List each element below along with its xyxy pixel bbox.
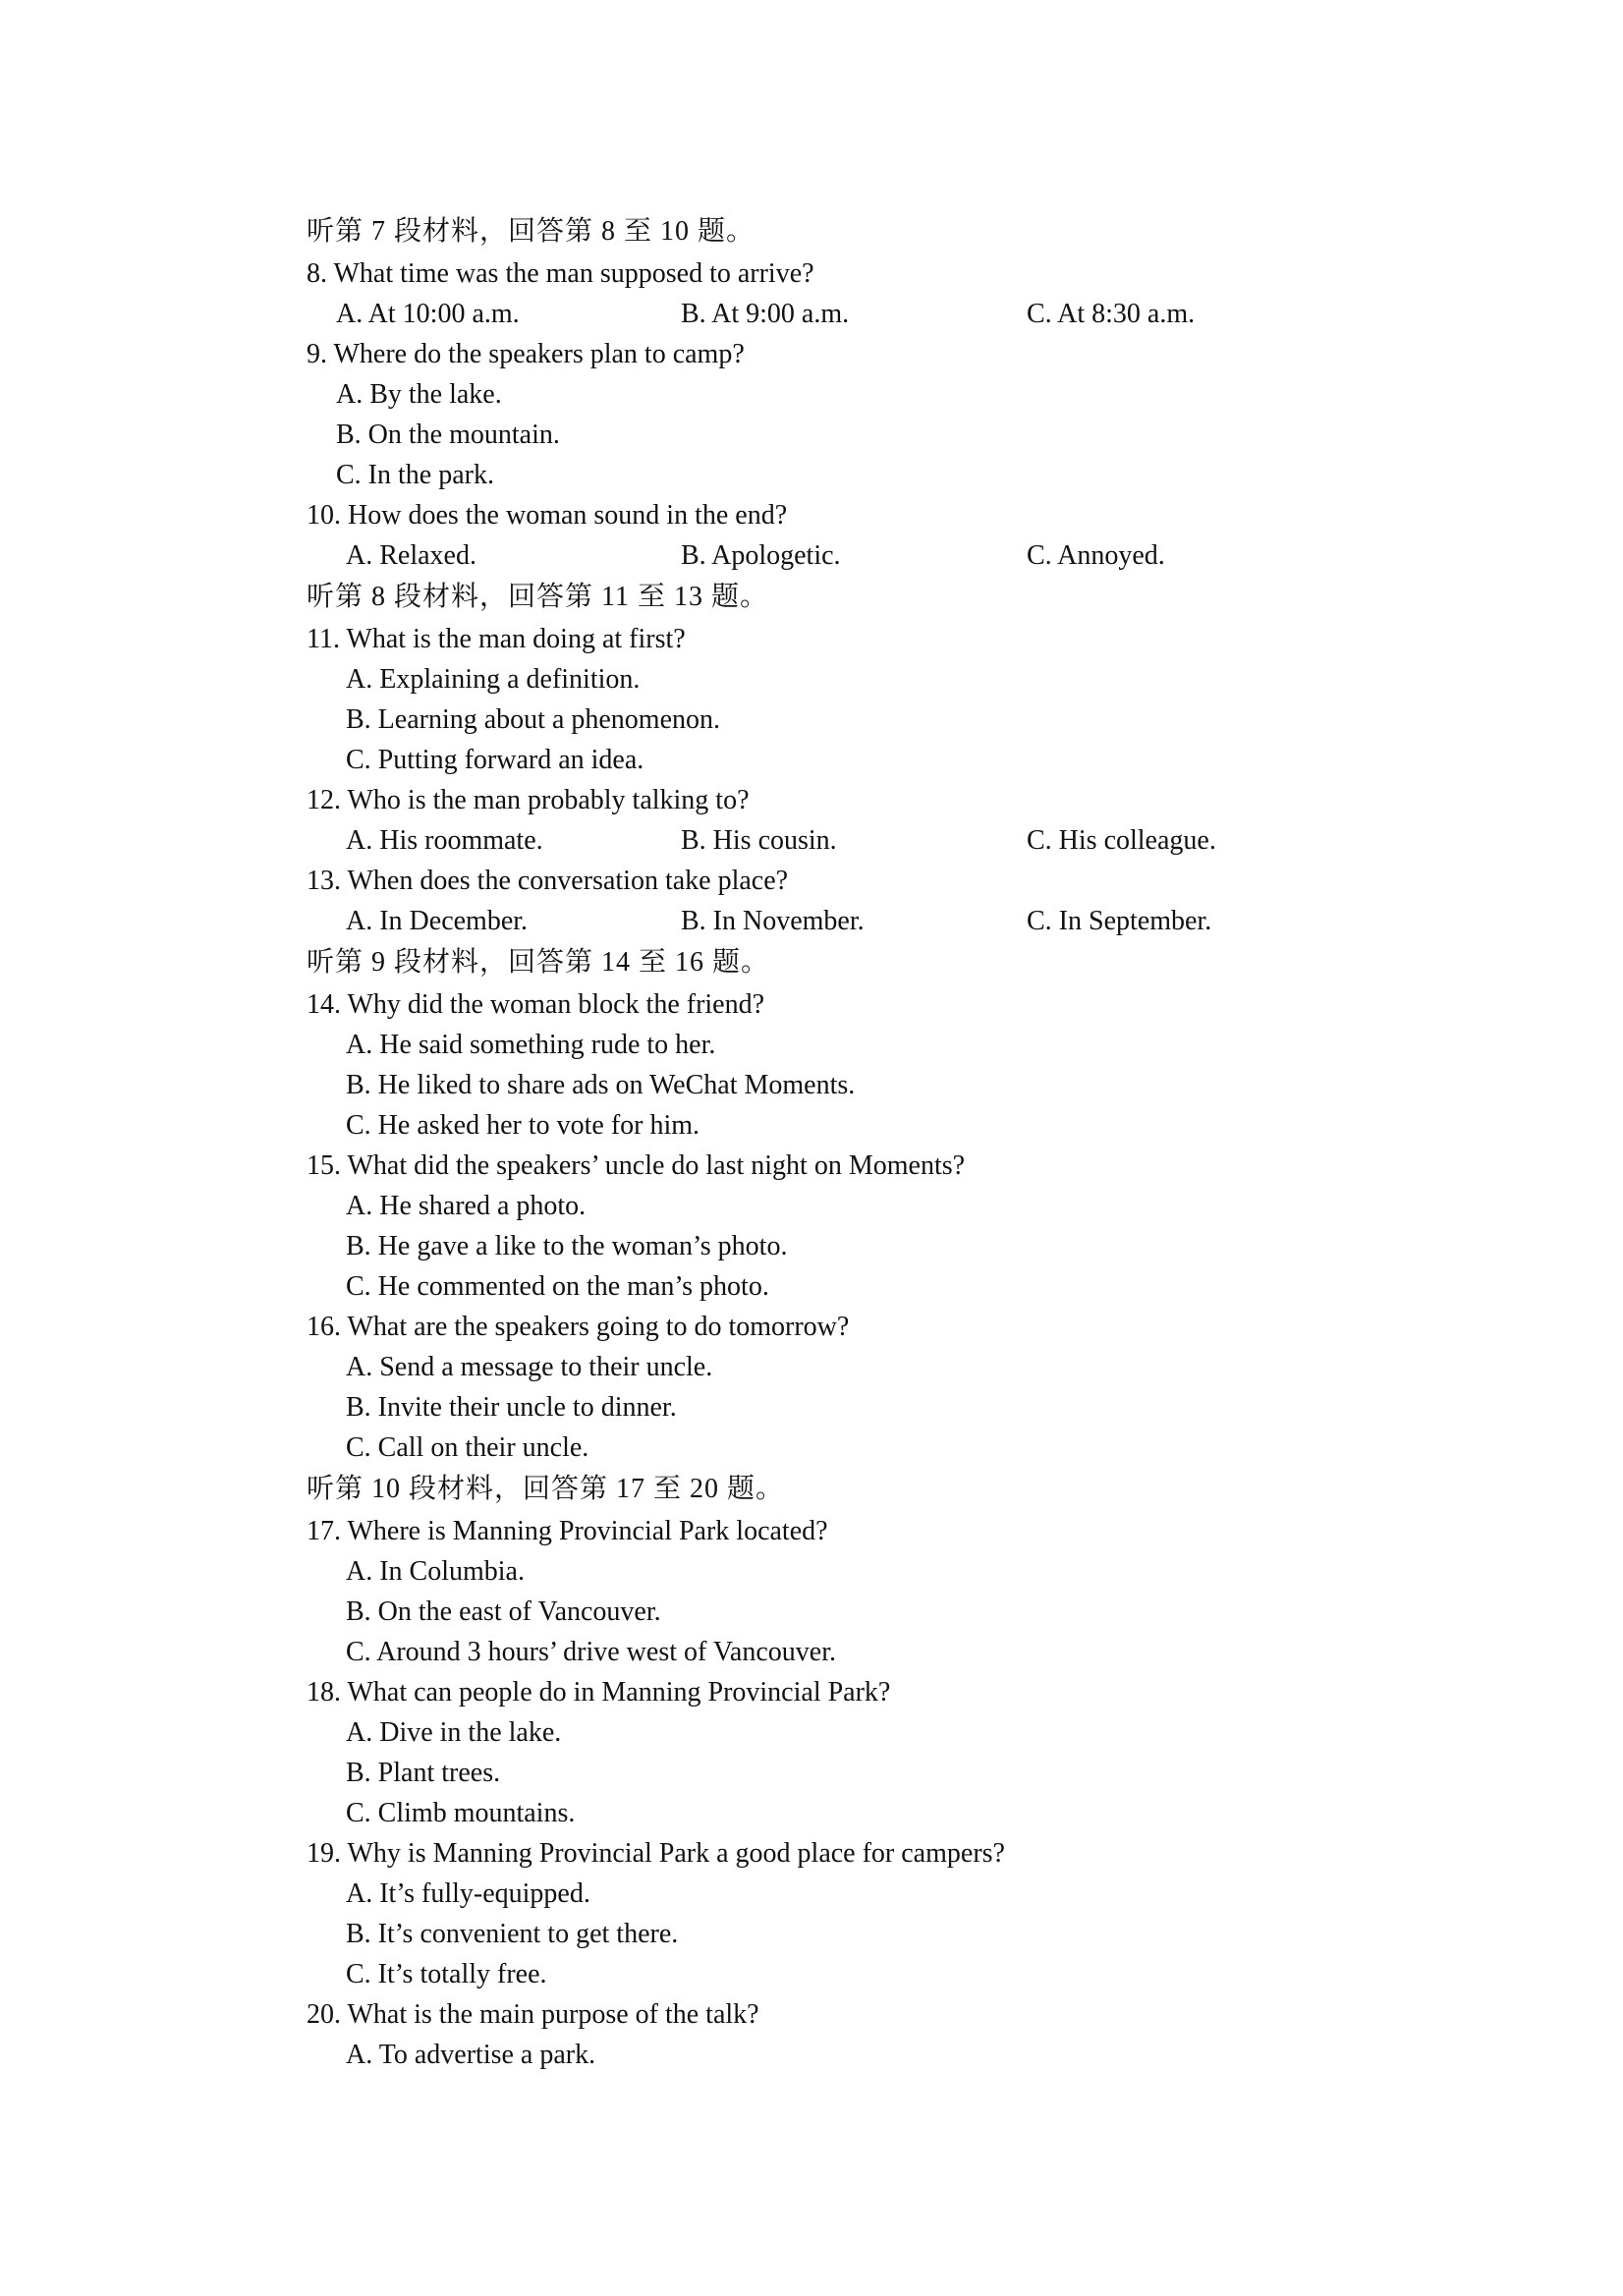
question-18-option-c: C. Climb mountains.	[346, 1798, 576, 1828]
question-8: 8. What time was the man supposed to arrive?	[307, 258, 814, 289]
question-10-option-c: C. Annoyed.	[1027, 540, 1165, 571]
question-11-option-b: B. Learning about a phenomenon.	[346, 704, 721, 735]
section-7-header: 听第 7 段材料，回答第 8 至 10 题。	[307, 216, 756, 247]
question-10-option-a: A. Relaxed.	[346, 540, 476, 571]
question-13-option-a: A. In December.	[346, 906, 529, 936]
question-16-option-a: A. Send a message to their uncle.	[346, 1352, 713, 1382]
question-15: 15. What did the speakers’ uncle do last night on Moments?	[307, 1150, 966, 1181]
question-12: 12. Who is the man probably talking to?	[307, 785, 750, 815]
question-17-option-a: A. In Columbia.	[346, 1556, 525, 1587]
section-9-header: 听第 9 段材料，回答第 14 至 16 题。	[307, 947, 770, 978]
question-18-option-a: A. Dive in the lake.	[346, 1717, 562, 1748]
question-9: 9. Where do the speakers plan to camp?	[307, 339, 745, 369]
question-13-option-b: B. In November.	[681, 906, 865, 936]
question-14-option-a: A. He said something rude to her.	[346, 1030, 716, 1060]
question-15-option-b: B. He gave a like to the woman’s photo.	[346, 1231, 788, 1261]
question-17-option-c: C. Around 3 hours’ drive west of Vancouver.	[346, 1637, 836, 1667]
question-13-option-c: C. In September.	[1027, 906, 1212, 936]
question-19-option-b: B. It’s convenient to get there.	[346, 1919, 679, 1949]
section-8-header: 听第 8 段材料，回答第 11 至 13 题。	[307, 582, 768, 612]
question-14: 14. Why did the woman block the friend?	[307, 989, 765, 1020]
question-18: 18. What can people do in Manning Provincial Park?	[307, 1677, 891, 1708]
question-14-option-b: B. He liked to share ads on WeChat Moments.	[346, 1070, 856, 1100]
question-19-option-c: C. It’s totally free.	[346, 1959, 547, 1989]
question-13: 13. When does the conversation take place?	[307, 866, 789, 896]
question-11-option-a: A. Explaining a definition.	[346, 664, 641, 695]
question-8-option-a: A. At 10:00 a.m.	[336, 299, 520, 329]
question-8-option-c: C. At 8:30 a.m.	[1027, 299, 1196, 329]
question-12-option-a: A. His roommate.	[346, 825, 543, 856]
question-17-option-b: B. On the east of Vancouver.	[346, 1596, 661, 1627]
question-10-option-b: B. Apologetic.	[681, 540, 841, 571]
question-13-options	[307, 901, 1485, 941]
question-12-option-b: B. His cousin.	[681, 825, 837, 856]
question-9-option-a: A. By the lake.	[336, 379, 502, 410]
question-15-option-c: C. He commented on the man’s photo.	[346, 1271, 769, 1302]
question-10-options	[307, 535, 1485, 576]
exam-page-content	[307, 210, 1485, 2075]
question-9-option-c: C. In the park.	[336, 460, 494, 490]
question-16-option-c: C. Call on their uncle.	[346, 1432, 589, 1463]
question-16: 16. What are the speakers going to do tomorrow?	[307, 1312, 850, 1342]
question-14-option-c: C. He asked her to vote for him.	[346, 1110, 700, 1141]
question-11-option-c: C. Putting forward an idea.	[346, 745, 644, 775]
question-10: 10. How does the woman sound in the end?	[307, 500, 788, 531]
question-20-option-a: A. To advertise a park.	[346, 2040, 596, 2070]
question-12-options	[307, 820, 1485, 861]
question-19: 19. Why is Manning Provincial Park a good place for campers?	[307, 1838, 1005, 1869]
question-11: 11. What is the man doing at first?	[307, 624, 686, 654]
question-8-option-b: B. At 9:00 a.m.	[681, 299, 850, 329]
question-19-option-a: A. It’s fully-equipped.	[346, 1878, 590, 1909]
question-8-options	[307, 294, 1485, 334]
section-10-header: 听第 10 段材料，回答第 17 至 20 题。	[307, 1474, 785, 1504]
question-17: 17. Where is Manning Provincial Park located?	[307, 1516, 828, 1546]
question-16-option-b: B. Invite their uncle to dinner.	[346, 1392, 677, 1423]
question-20: 20. What is the main purpose of the talk?	[307, 1999, 759, 2030]
question-18-option-b: B. Plant trees.	[346, 1758, 501, 1788]
question-9-option-b: B. On the mountain.	[336, 420, 560, 450]
question-12-option-c: C. His colleague.	[1027, 825, 1216, 856]
question-15-option-a: A. He shared a photo.	[346, 1191, 587, 1221]
